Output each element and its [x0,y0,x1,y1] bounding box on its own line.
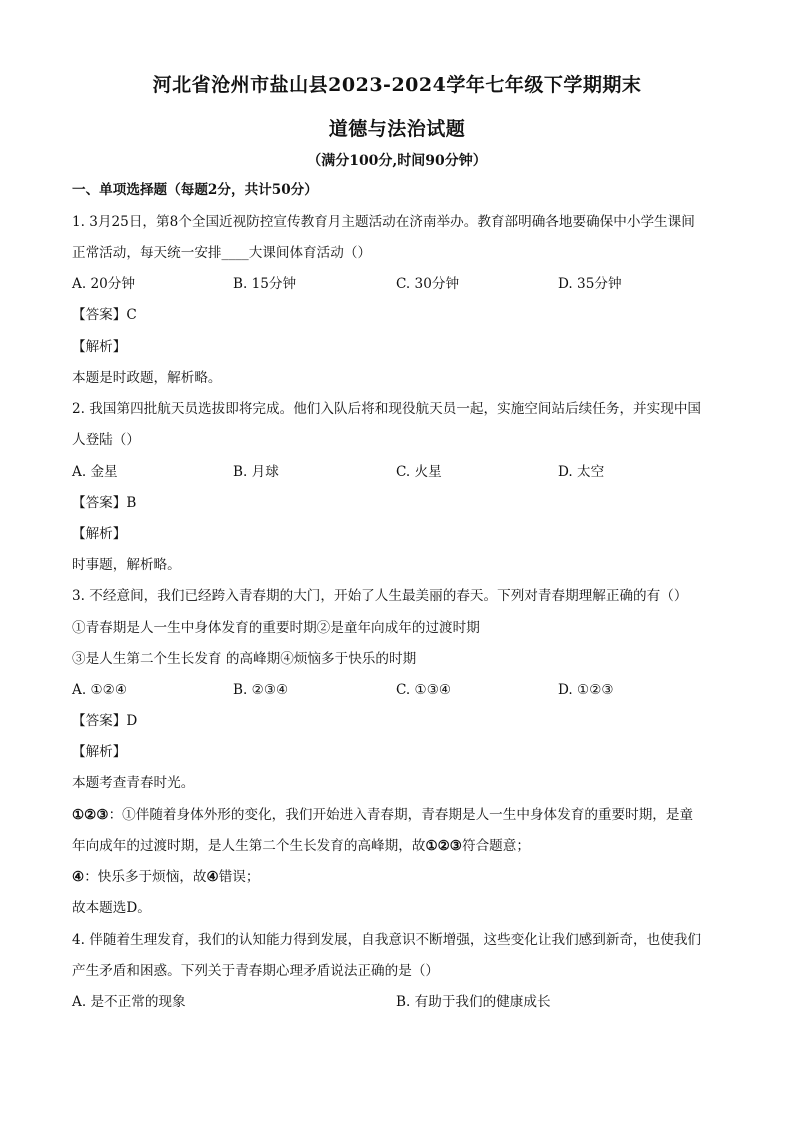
q2-stem-line2: 人登陆（） [72,432,140,448]
q3-analysis-line2-marker: ①②③ [72,807,109,823]
q2-option-d: D. 太空 [558,464,605,480]
q1-option-a: A. 20分钟 [72,276,135,292]
q3-analysis-line3-marker: ①②③ [425,838,462,854]
q3-option-a: A. ①②④ [72,682,128,698]
q3-analysis-line4-text-b: 错误； [218,869,260,885]
q2-option-a: A. 金星 [72,464,118,480]
q3-option-d: D. ①②③ [558,682,614,698]
q2-answer: 【答案】B [72,495,137,511]
q2-stem-line1: 2. 我国第四批航天员选拔即将完成。他们入队后将和现役航天员一起，实施空间站后续任务，并实现中国 [72,401,702,417]
q1-analysis-label: 【解析】 [72,339,127,355]
q1-answer: 【答案】C [72,307,137,323]
q2-analysis: 时事题，解析略。 [72,557,181,573]
q1-option-c: C. 30分钟 [396,276,460,292]
q2-option-c: C. 火星 [396,464,442,480]
q3-analysis-line4-marker2: ④ [206,869,219,885]
q3-stem-line3: ③是人生第二个生长发育 的高峰期④烦恼多于快乐的时期 [72,651,417,667]
q3-analysis-line2 [72,805,732,825]
q4-stem-line2: 产生矛盾和困惑。下列关于青春期心理矛盾说法正确的是（） [72,963,440,979]
q1-option-b: B. 15分钟 [233,276,297,292]
q1-analysis: 本题是时政题，解析略。 [72,370,222,386]
q3-option-b: B. ②③④ [233,682,289,698]
q4-stem-line1: 4. 伴随着生理发育，我们的认知能力得到发展，自我意识不断增强，这些变化让我们感到新奇，也使我们 [72,932,702,948]
q3-stem-line1: 3. 不经意间，我们已经跨入青春期的大门，开始了人生最美丽的春天。下列对青春期理解正确的有（） [72,588,688,604]
q3-analysis-line3 [72,836,732,856]
q1-option-d: D. 35分钟 [558,276,622,292]
q3-analysis-line4-text-a: ：快乐多于烦恼，故 [84,869,207,885]
q4-option-b: B. 有助于我们的健康成长 [396,994,551,1010]
q3-option-c: C. ①③④ [396,682,452,698]
q2-analysis-label: 【解析】 [72,526,127,542]
q1-stem-line1: 1. 3月25日，第8个全国近视防控宣传教育月主题活动在济南举办。教育部明确各地要确保中小学生课间 [72,214,695,230]
q3-analysis-line3-text-b: 符合题意； [462,838,530,854]
q4-option-a: A. 是不正常的现象 [72,994,186,1010]
exam-title-line1: 河北省沧州市盐山县2023-2024学年七年级下学期期末 [152,74,642,96]
q3-analysis-line4 [72,867,732,887]
exam-subtitle: （满分100分,时间90分钟） [307,153,487,169]
q3-analysis-line3-text-a: 年向成年的过渡时期，是人生第二个生长发育的高峰期，故 [72,838,426,854]
q2-option-b: B. 月球 [233,464,279,480]
q3-analysis-line5: 故本题选D。 [72,900,151,916]
q3-stem-line2: ①青春期是人一生中身体发育的重要时期②是童年向成年的过渡时期 [72,620,480,636]
q3-answer: 【答案】D [72,713,138,729]
q3-analysis-label: 【解析】 [72,744,127,760]
q1-stem-line2: 正常活动，每天统一安排____大课间体育活动（） [72,245,372,261]
q3-analysis-line2-text: ：①伴随着身体外形的变化，我们开始进入青春期，青春期是人一生中身体发育的重要时期，是童 [108,807,694,823]
section-heading: 一、单项选择题（每题2分，共计50分） [72,182,318,198]
exam-title-line2: 道德与法治试题 [328,118,466,140]
q3-analysis-line1: 本题考查青春时光。 [72,775,195,791]
q3-analysis-line4-marker: ④ [72,869,85,885]
